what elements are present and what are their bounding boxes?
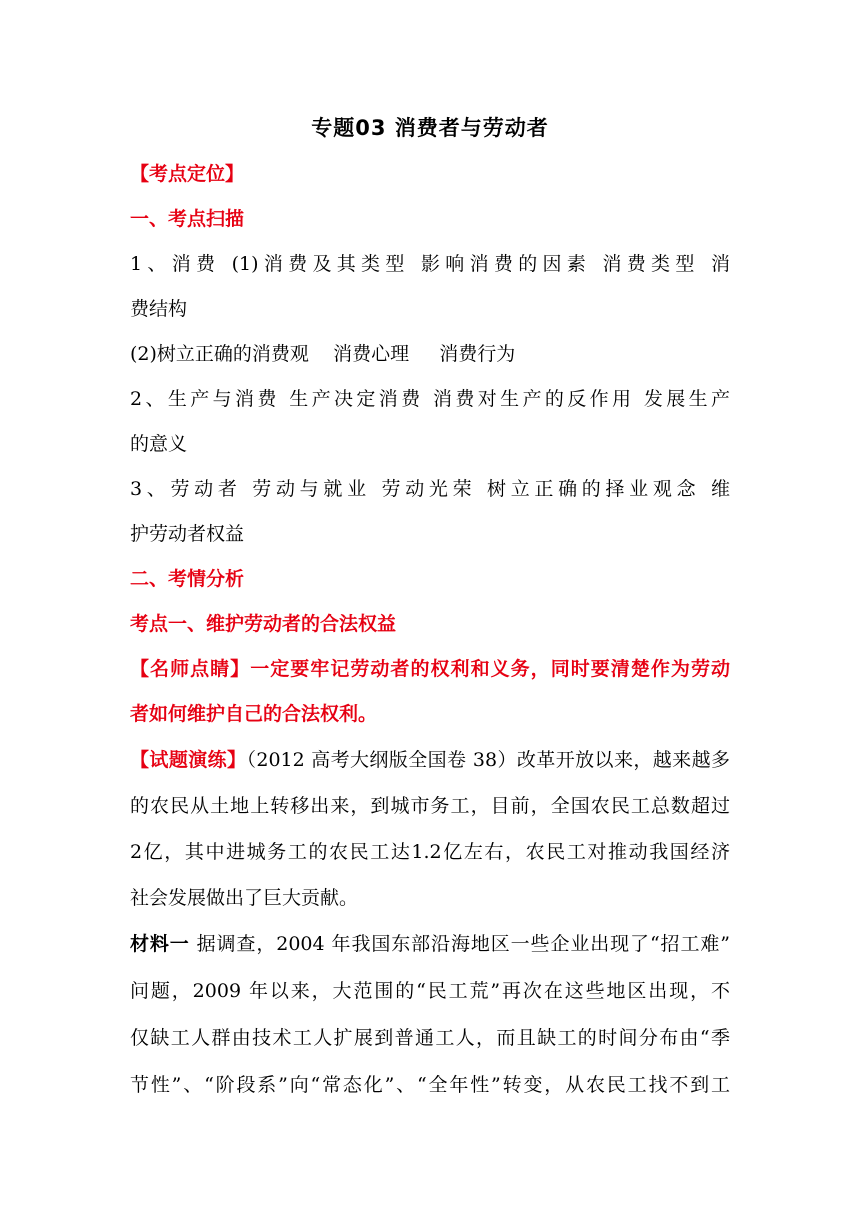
- exercise-line3: 2亿，其中进城务工的农民工达1.2亿左右，农民工对推动我国经济: [130, 841, 730, 863]
- item1-line3: (2)树立正确的消费观 消费心理 消费行为: [130, 343, 516, 365]
- exercise-label: 【试题演练】: [130, 749, 247, 771]
- exercise-line1: [130, 737, 730, 783]
- material-line4: 节性”、“阶段系”向“常态化”、“全年性”转变，从农民工找不到工: [130, 1074, 730, 1096]
- item1-line2: 费结构: [130, 298, 188, 320]
- exercise-text-1: （2012 高考大纲版全国卷 38）改革开放以来，越来越多: [246, 749, 730, 771]
- material-line2: 问题，2009 年以来，大范围的“民工荒”再次在这些地区出现，不: [130, 980, 730, 1002]
- tip-text-1: 一定要牢记劳动者的权利和义务，同时要清楚作为劳动: [250, 658, 730, 680]
- part2-heading: 二、考情分析: [130, 568, 245, 590]
- tip-line1: [130, 647, 730, 692]
- tip-line2: 者如何维护自己的合法权利。: [130, 703, 378, 725]
- item2-line2: 的意义: [130, 433, 188, 455]
- item3-line2: 护劳动者权益: [130, 523, 245, 545]
- item1-line1: 1、消费 (1)消费及其类型 影响消费的因素 消费类型 消: [130, 253, 730, 275]
- part1-heading: 一、考点扫描: [130, 208, 245, 230]
- material-line1: [130, 921, 730, 968]
- point1-heading: 考点一、维护劳动者的合法权益: [130, 613, 397, 635]
- material-label: 材料一: [130, 933, 190, 955]
- exercise-line2: 的农民从土地上转移出来，到城市务工，目前，全国农民工总数超过: [130, 795, 730, 817]
- item2-line1: 2、生产与消费 生产决定消费 消费对生产的反作用 发展生产: [130, 388, 730, 410]
- section-header: 【考点定位】: [130, 163, 245, 185]
- page-title: 专题03 消费者与劳动者: [311, 116, 549, 140]
- tip-label: 【名师点睛】: [130, 658, 251, 680]
- document-body: [130, 152, 730, 1109]
- material-text-1: 据调查，2004 年我国东部沿海地区一些企业出现了“招工难”: [189, 933, 730, 955]
- item3-line1: 3、劳动者 劳动与就业 劳动光荣 树立正确的择业观念 维: [130, 478, 730, 500]
- exercise-line4: 社会发展做出了巨大贡献。: [130, 887, 359, 909]
- material-line3: 仅缺工人群由技术工人扩展到普通工人，而且缺工的时间分布由“季: [130, 1027, 730, 1049]
